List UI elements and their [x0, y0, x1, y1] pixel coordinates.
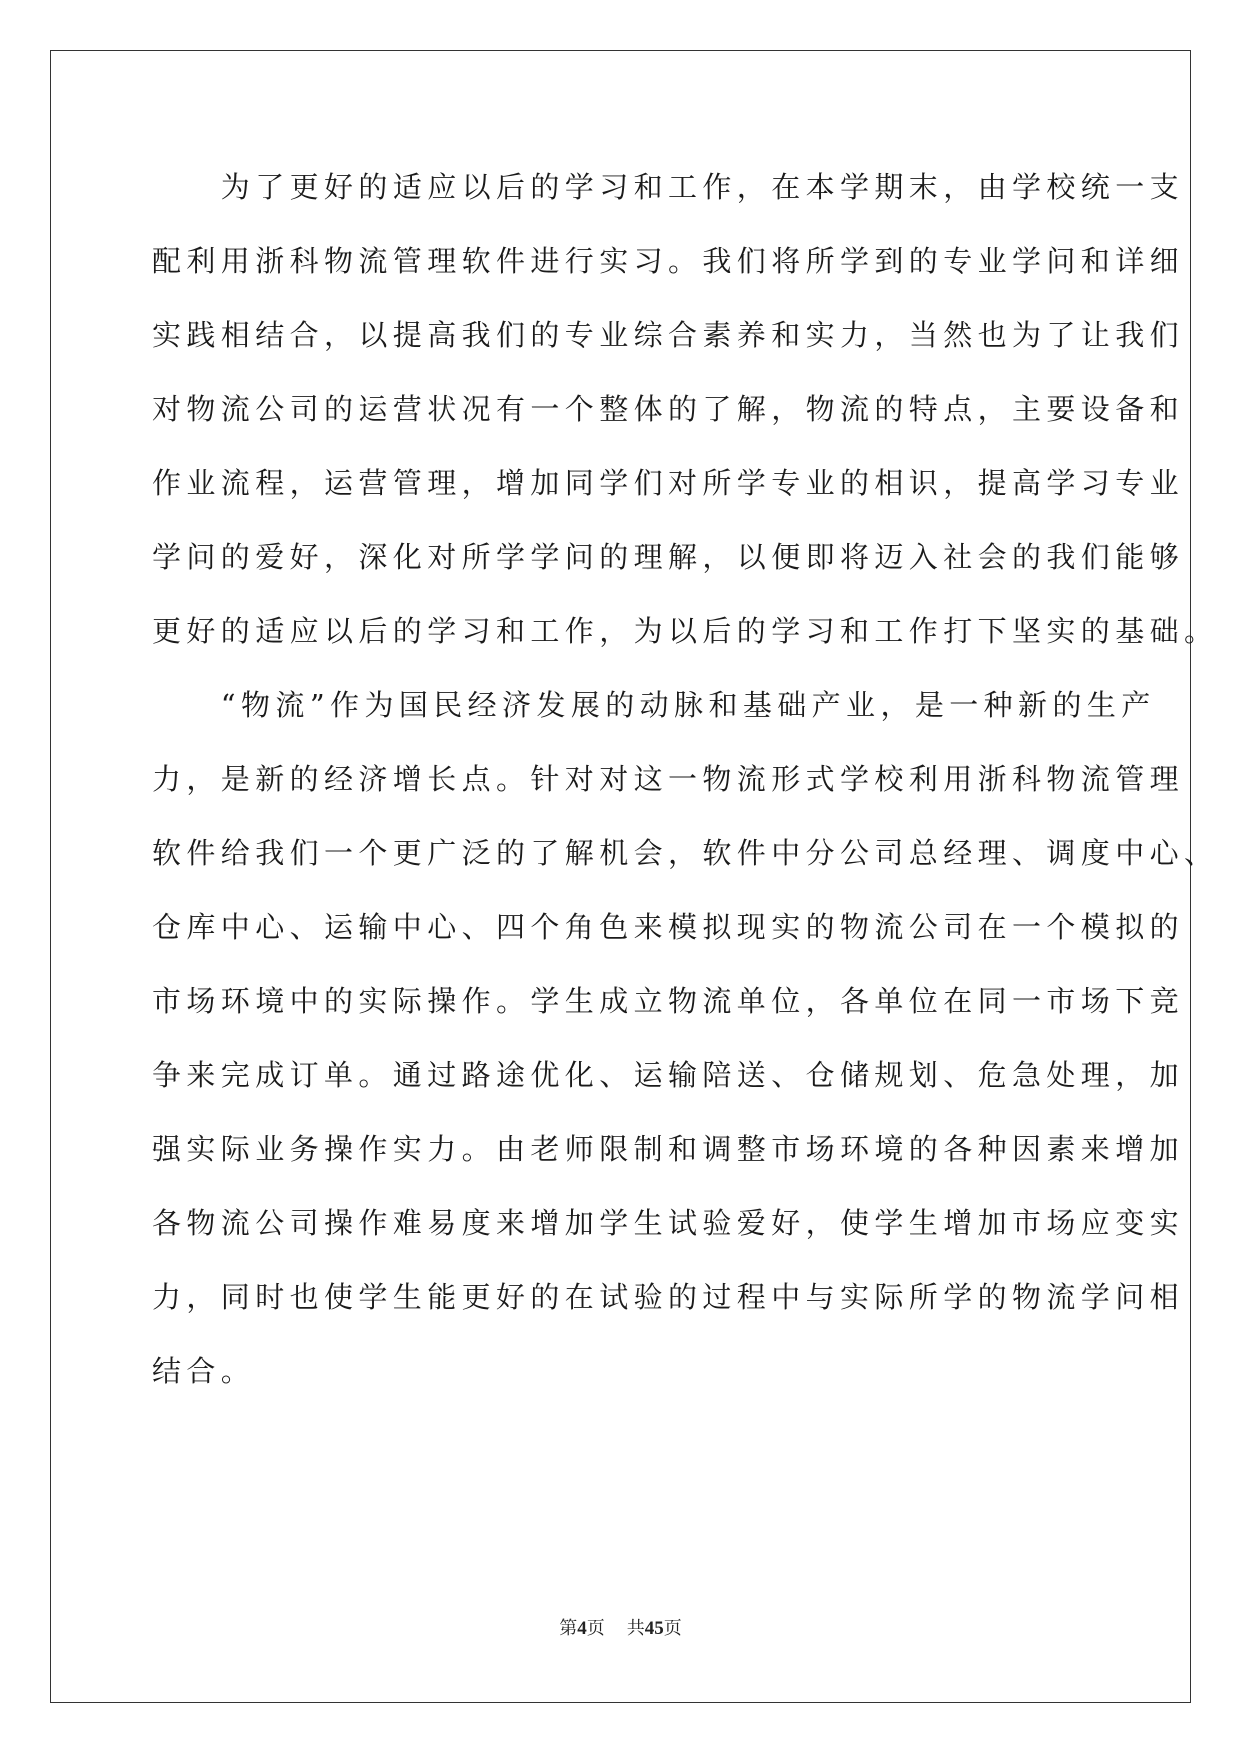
text-line-6: 学问的爱好，深化对所学学问的理解，以便即将迈入社会的我们能够 [152, 540, 1185, 574]
text-line-16: 力，同时也使学生能更好的在试验的过程中与实际所学的物流学问相 [152, 1280, 1185, 1314]
total-prefix: 共 [626, 1618, 645, 1639]
text-line-1: 为了更好的适应以后的学习和工作，在本学期末，由学校统一支 [152, 170, 1185, 204]
text-line-12: 市场环境中的实际操作。学生成立物流单位，各单位在同一市场下竞 [152, 984, 1185, 1018]
page-unit: 页 [586, 1618, 605, 1639]
text-line-14: 强实际业务操作实力。由老师限制和调整市场环境的各种因素来增加 [152, 1132, 1185, 1166]
text-line-5: 作业流程，运营管理，增加同学们对所学专业的相识，提高学习专业 [152, 466, 1185, 500]
text-line-3: 实践相结合，以提高我们的专业综合素养和实力，当然也为了让我们 [152, 318, 1185, 352]
page-footer [0, 1618, 1241, 1640]
total-unit: 页 [663, 1618, 682, 1639]
text-line-4: 对物流公司的运营状况有一个整体的了解，物流的特点，主要设备和 [152, 392, 1185, 426]
text-line-13: 争来完成订单。通过路途优化、运输陪送、仓储规划、危急处理，加 [152, 1058, 1185, 1092]
total-pages: 45 [644, 1618, 664, 1639]
text-line-11: 仓库中心、运输中心、四个角色来模拟现实的物流公司在一个模拟的 [152, 910, 1185, 944]
text-line-7: 更好的适应以后的学习和工作，为以后的学习和工作打下坚实的基础。 [152, 614, 1219, 648]
page-number: 4 [577, 1618, 587, 1639]
text-line-8: “物流”作为国民经济发展的动脉和基础产业，是一种新的生产 [152, 688, 1156, 722]
text-line-9: 力，是新的经济增长点。针对对这一物流形式学校利用浙科物流管理 [152, 762, 1185, 796]
page-prefix: 第 [559, 1618, 578, 1639]
text-line-15: 各物流公司操作难易度来增加学生试验爱好，使学生增加市场应变实 [152, 1206, 1185, 1240]
text-line-2: 配利用浙科物流管理软件进行实习。我们将所学到的专业学问和详细 [152, 244, 1185, 278]
text-line-10: 软件给我们一个更广泛的了解机会，软件中分公司总经理、调度中心、 [152, 836, 1219, 870]
text-line-17: 结合。 [152, 1354, 256, 1388]
